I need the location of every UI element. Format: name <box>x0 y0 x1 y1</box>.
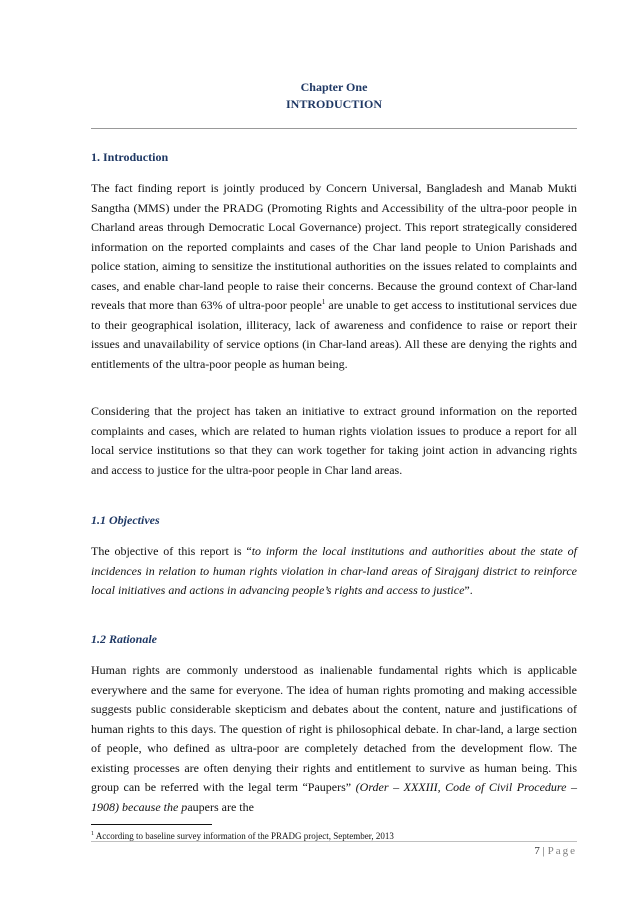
rationale-text-italic: (Order – XXXIII, Code of Civil Procedure – 1908) because the p <box>91 780 577 814</box>
objectives-paragraph <box>91 542 577 601</box>
section-heading-rationale: 1.2 Rationale <box>91 632 158 646</box>
chapter-label: Chapter One <box>300 80 368 94</box>
footnote <box>91 828 394 842</box>
page-number <box>534 845 577 857</box>
footnote-divider <box>91 824 212 825</box>
footnote-text: According to baseline survey information of the PRADG project, September, 2013 <box>94 831 394 841</box>
page-number-separator: | <box>542 845 545 857</box>
rationale-text-b: aupers are the <box>187 799 254 814</box>
footnote-marker: 1 <box>91 831 94 837</box>
footnote-reference: 1 <box>321 298 326 307</box>
intro-paragraph-1 <box>91 179 577 374</box>
objectives-text-italic: to inform the local institutions and authorities about the state of incidences in relation to human rights violation in char-land areas of Sirajganj district to reinforce local initiatives and actions in advancing people’s rights and access to justice <box>91 544 577 598</box>
footer-divider <box>91 841 577 842</box>
rationale-text-a: Human rights are commonly understood as inalienable fundamental rights which is applicable everywhere and the same for everyone. The idea of human rights promoting and making accessible suggests public considerable skepticism and debates about the content, nature and justifications of human rights to this days. The question of right is philosophical debate. In char-land, a large section of people, who defined as ultra-poor are completely detached from the development flow. The existing processes are often denying their rights and entitlement to survive as human being. This group can be referred with the legal term “Paupers” <box>91 663 577 795</box>
page-number-value: 7 <box>534 845 540 857</box>
page-word: Page <box>547 845 577 857</box>
section-heading-objectives: 1.1 Objectives <box>91 513 160 527</box>
chapter-heading <box>91 79 577 113</box>
intro-paragraph-1-part-a: The fact finding report is jointly produced by Concern Universal, Bangladesh and Manab Mukti Sangtha (MMS) under the PRADG (Promoting Rights and Accessibility of the ultra-poor people in Charland areas through Democratic Local Governance) project. This report strategically considered information on the reported complaints and cases of the Char land people to Union Parishads and police station, aiming to sensitize the institutional authorities on the issues related to complaints and cases, and enable char-land people to raise their concerns. Because the ground context of Char-land reveals that more than 63% of ultra-poor people <box>91 181 577 313</box>
intro-paragraph-1-part-b: are unable to get access to institutional services due to their geographical isolation, illiteracy, lack of awareness and confidence to raise or report their issues and unavailability of service options (in Char-land areas). All these are denying the rights and entitlements of the ultra-poor people as human being. <box>91 298 578 371</box>
rationale-paragraph <box>91 661 577 817</box>
chapter-title: INTRODUCTION <box>285 97 382 111</box>
objectives-text-after: ”. <box>464 583 473 598</box>
objectives-text-before: The objective of this report is “ <box>91 544 252 558</box>
header-divider <box>91 128 577 129</box>
intro-paragraph-2: Considering that the project has taken an initiative to extract ground information on the reported complaints and cases, which are related to human rights violation issues to produce a report for all local service institutions so that they can work together for taking joint action in advancing rights and access to justice for the ultra-poor people in Char land areas. <box>91 404 577 477</box>
section-heading-introduction: 1. Introduction <box>91 150 169 164</box>
